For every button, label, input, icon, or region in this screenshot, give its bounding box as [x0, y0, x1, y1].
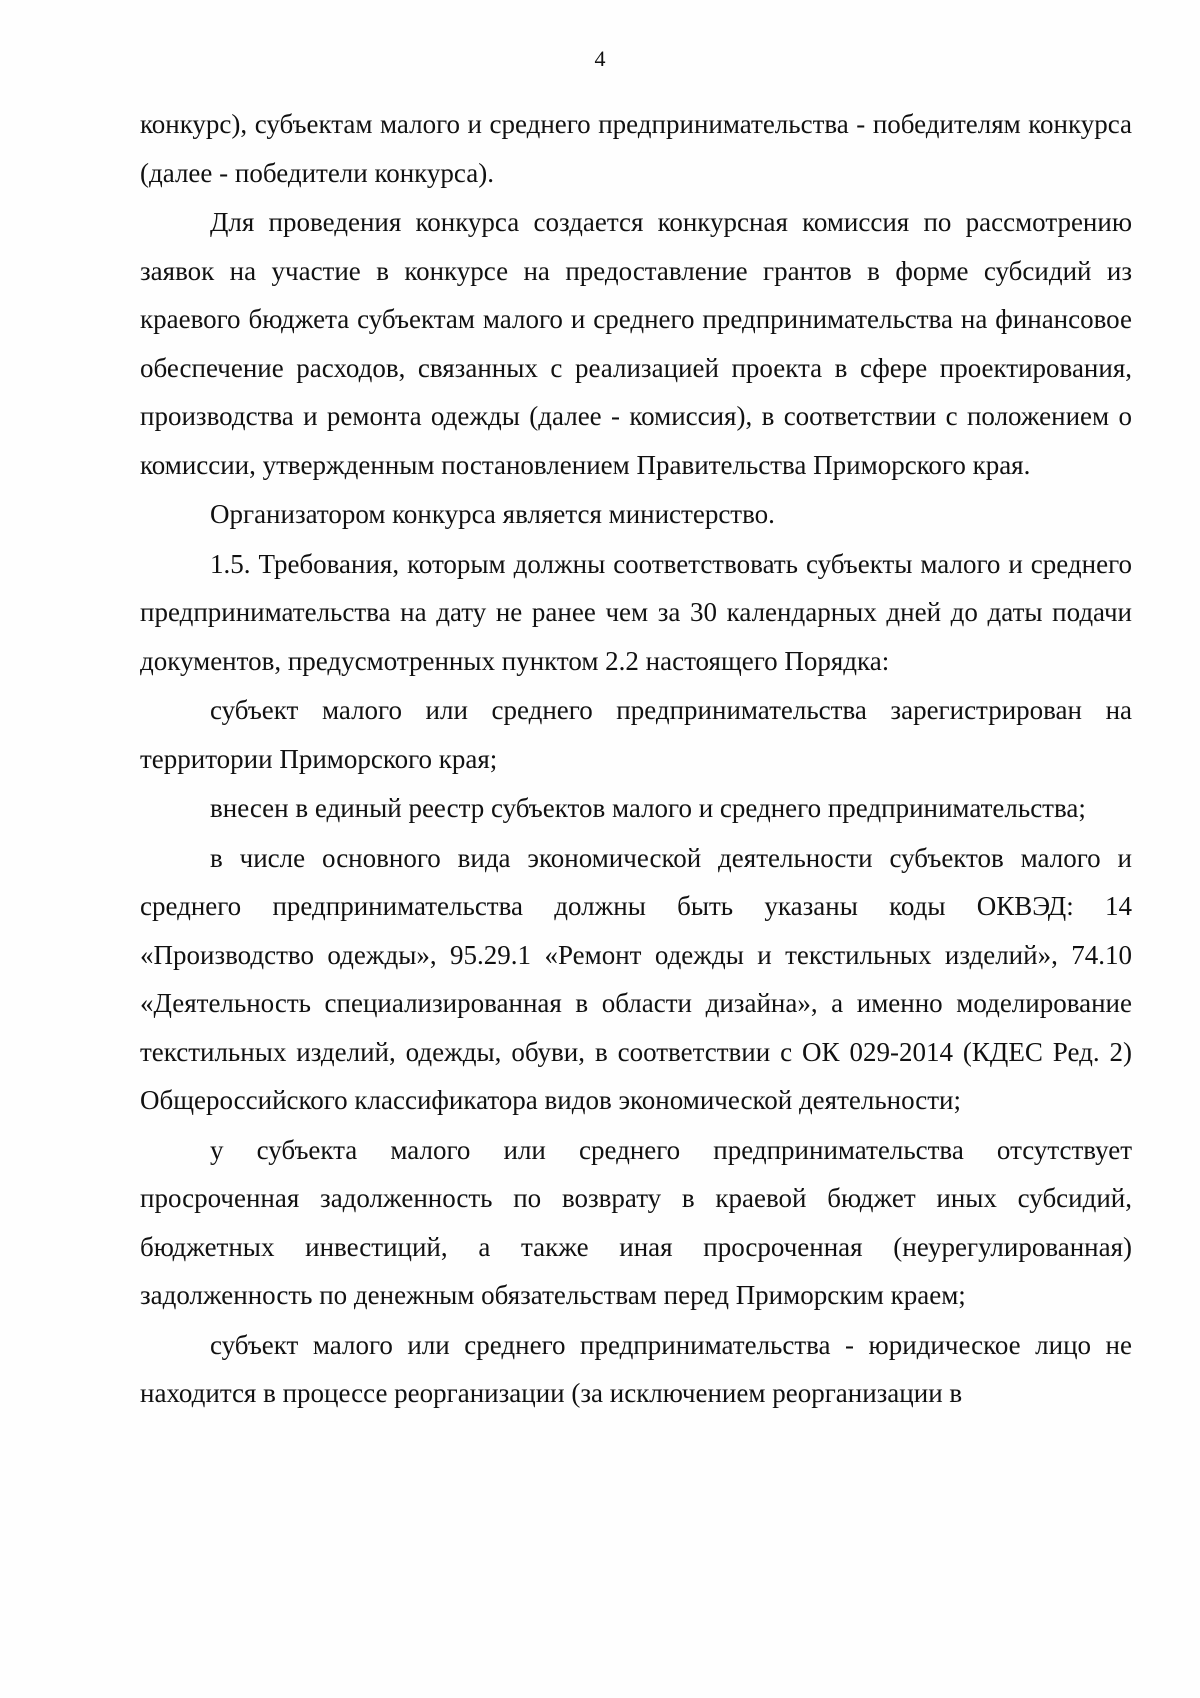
- paragraph: субъект малого или среднего предпринимательства зарегистрирован на территории Приморского края;: [140, 695, 1132, 774]
- page-number: 4: [594, 46, 606, 71]
- paragraph: в числе основного вида экономической деятельности субъектов малого и среднего предпринимательства должны быть указаны коды ОКВЭД: 14 «Производство одежды», 95.29.1 «Ремонт одежды и текстильных изделий», 74.10 «Деятельность специализированная в области дизайна», а именно моделирование текстильных изделий, одежды, обуви, в соответствии с ОК 029-2014 (КДЕС Ред. 2) Общероссийского классификатора видов экономической деятельности;: [140, 842, 1132, 1115]
- paragraph: 1.5. Требования, которым должны соответствовать субъекты малого и среднего предпринимательства на дату не ранее чем за 30 календарных дней до даты подачи документов, предусмотренных пунктом 2.2 настоящего Порядка:: [140, 548, 1132, 676]
- paragraph: внесен в единый реестр субъектов малого и среднего предпринимательства;: [210, 793, 1086, 823]
- paragraph: конкурс), субъектам малого и среднего предпринимательства - победителям конкурса (далее - победители конкурса).: [140, 109, 1132, 188]
- paragraph: Для проведения конкурса создается конкурсная комиссия по рассмотрению заявок на участие в конкурсе на предоставление грантов в форме субсидий из краевого бюджета субъектам малого и среднего предпринимательства на финансовое обеспечение расходов, связанных с реализацией проекта в сфере проектирования, производства и ремонта одежды (далее - комиссия), в соответствии с положением о комиссии, утвержденным постановлением Правительства Приморского края.: [140, 207, 1132, 480]
- paragraph: у субъекта малого или среднего предпринимательства отсутствует просроченная задолженность по возврату в краевой бюджет иных субсидий, бюджетных инвестиций, а также иная просроченная (неурегулированная) задолженность по денежным обязательствам перед Приморским краем;: [140, 1134, 1132, 1310]
- document-body: [140, 100, 1132, 1419]
- paragraph: Организатором конкурса является министерство.: [210, 499, 775, 529]
- paragraph: субъект малого или среднего предпринимательства - юридическое лицо не находится в процессе реорганизации (за исключением реорганизации в: [140, 1329, 1132, 1408]
